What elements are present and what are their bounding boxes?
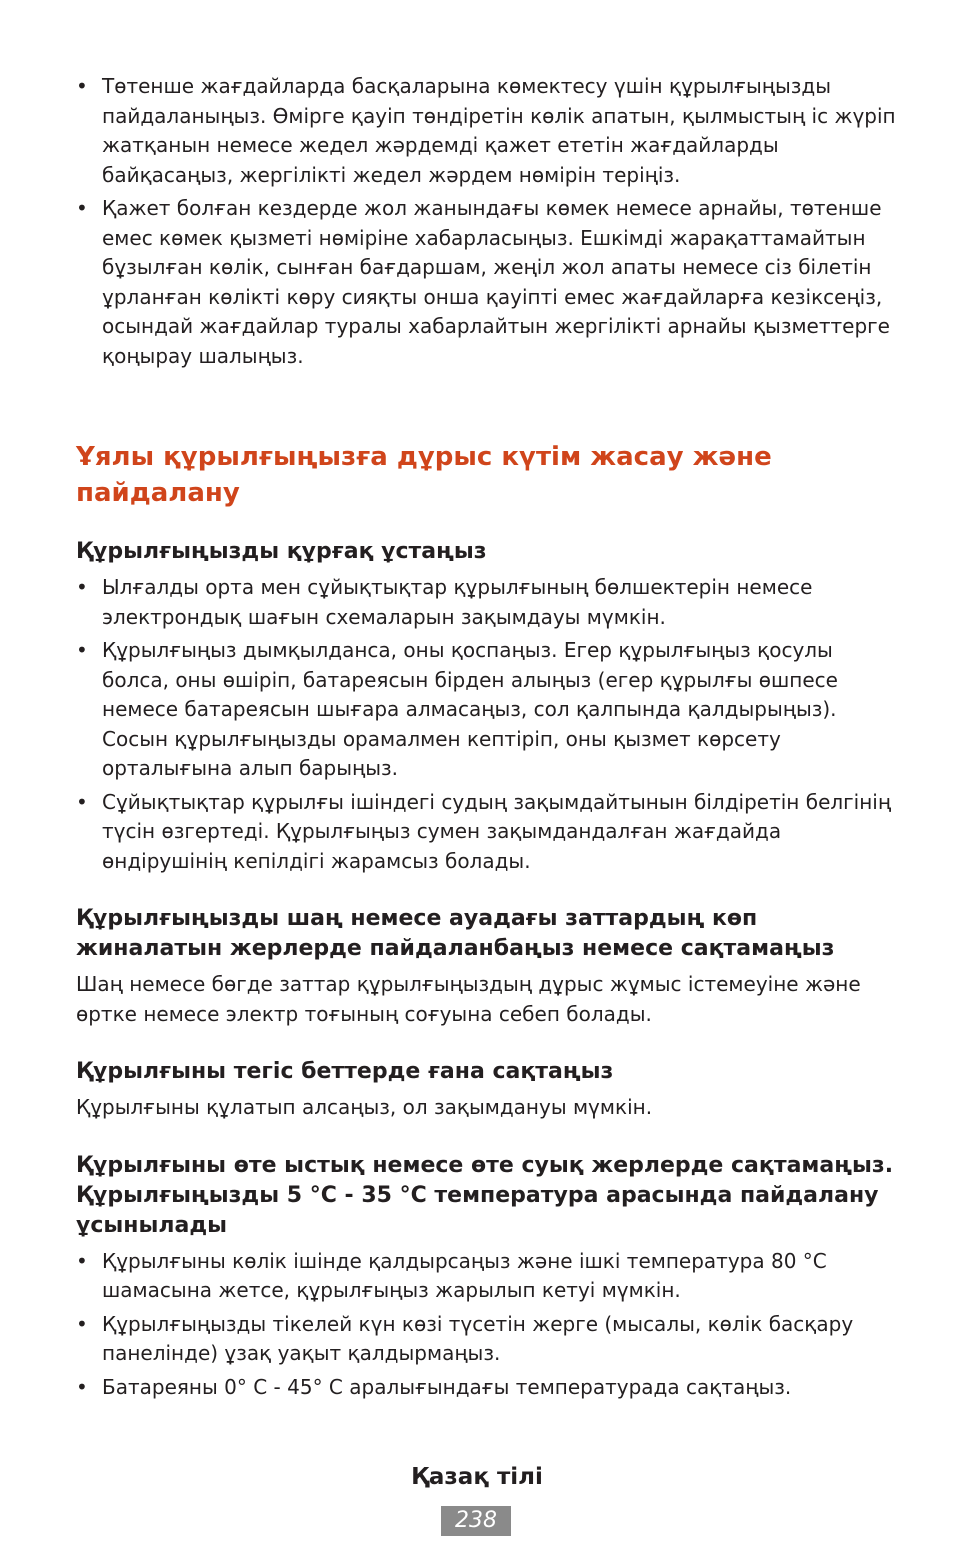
list-item (76, 1373, 896, 1403)
list-item-text: Қажет болған кездерде жол жанындағы көмек немесе арнайы, төтенше емес көмек қызметі нөміріне хабарласыңыз. Ешкімді жарақаттамайтын бұзылған көлік, сынған бағдаршам, жеңіл жол апаты немесе сіз білетін ұрланған көлікті көру сияқты онша қауіпті емес жағдайларға кезіксеңіз, осындай жағдайлар туралы хабарлайтын жергілікті арнайы қызметтерге қоңырау шалыңыз. (102, 196, 890, 368)
list-item (76, 636, 896, 784)
list-item-text: Құрылғыңыз дымқылданса, оны қоспаңыз. Егер құрылғыңыз қосулы болса, оны өшіріп, батареясын бірден алыңыз (егер құрылғы өшпесе немесе батареясын шығара алмасаңыз, сол қалпында қалдырыңыз). Сосын құрылғыңызды орамалмен кептіріп, оны қызмет көрсету орталығына алып барыңыз. (102, 638, 838, 780)
list-item-text: Батареяны 0° C - 45° C аралығындағы температурада сақтаңыз. (102, 1374, 792, 1399)
list-item-text: Құрылғыны көлік ішінде қалдырсаңыз және ішкі температура 80 °C шамасына жетсе, құрылғыңыз жарылып кетуі мүмкін. (102, 1248, 827, 1302)
list-item (76, 788, 896, 877)
list-item-text: Төтенше жағдайларда басқаларына көмектесу үшін құрылғыңызды пайдаланыңыз. Өмірге қауіп төндіретін көлік апатын, қылмыстың іс жүріп жатқанын немесе жедел жәрдемді қажет ететін жағдайларды байқасаңыз, жергілікті жедел жәрдем нөмірін теріңіз. (102, 74, 896, 187)
block-keep-dry (76, 537, 896, 876)
block-text: Шаң немесе бөгде заттар құрылғыңыздың дұрыс жұмыс істемеуіне және өртке немесе электр тоғының соғуына себеп болады. (76, 972, 861, 1026)
block-heading: Құрылғыны тегіс беттерде ғана сақтаңыз (76, 1059, 614, 1084)
block-dust (76, 904, 896, 1029)
list-item (76, 72, 896, 190)
footer-language-label: Қазақ тілі (411, 1464, 543, 1490)
block-heading: Құрылғыңызды құрғақ ұстаңыз (76, 539, 487, 564)
bullet-icon: • (76, 789, 88, 814)
bullet-icon: • (76, 196, 88, 220)
list-item (76, 194, 896, 371)
page-number: 238 (441, 1506, 511, 1536)
bullet-icon: • (76, 1248, 88, 1273)
bullet-icon: • (76, 638, 88, 662)
list-item (76, 573, 896, 632)
list-item-text: Сұйықтықтар құрылғы ішіндегі судың зақымдайтынын білдіретін белгінің түсін өзгертеді. Құрылғыңыз сумен зақымдандалған жағдайда өндірушінің кепілдігі жарамсыз болады. (102, 789, 892, 873)
intro-bullet-list (76, 72, 896, 371)
block-temperature (76, 1151, 896, 1403)
section-title: Ұялы құрылғыңызға дұрыс күтім жасау және пайдалану (76, 442, 772, 508)
block-heading: Құрылғыңызды шаң немесе ауадағы заттардың көп жиналатын жерлерде пайдаланбаңыз немесе сақтамаңыз (76, 906, 835, 961)
bullet-icon: • (76, 1311, 88, 1336)
block-heading: Құрылғыны өте ыстық немесе өте суық жерлерде сақтамаңыз. Құрылғыңызды 5 °C - 35 °C температура арасында пайдалану ұсынылады (76, 1152, 894, 1238)
block-text: Құрылғыны құлатып алсаңыз, ол зақымдануы мүмкін. (76, 1095, 653, 1119)
list-item (76, 1310, 896, 1369)
bullet-list (76, 1247, 896, 1403)
bullet-icon: • (76, 74, 88, 98)
bullet-icon: • (76, 575, 88, 599)
list-item-text: Ылғалды орта мен сұйықтықтар құрылғының бөлшектерін немесе электрондық шағын схемаларын зақымдауы мүмкін. (102, 575, 813, 629)
list-item-text: Құрылғыңызды тікелей күн көзі түсетін жерге (мысалы, көлік басқару панелінде) ұзақ уақыт қалдырмаңыз. (102, 1311, 854, 1365)
bullet-icon: • (76, 1374, 88, 1399)
block-flat-surface (76, 1057, 896, 1123)
bullet-list (76, 573, 896, 876)
document-page (76, 72, 896, 1430)
list-item (76, 1247, 896, 1306)
